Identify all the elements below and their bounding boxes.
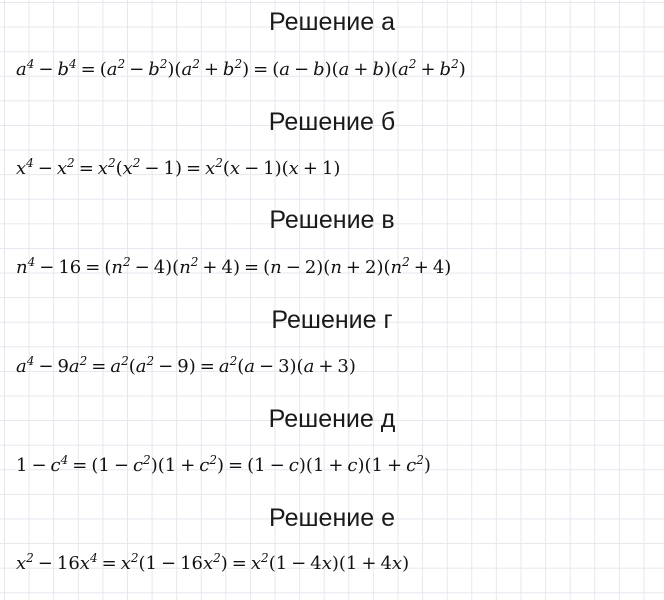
- formula-v: $n^4 - 16 = (n^2 - 4)(n^2 + 4) = (n - 2)(n + 2)(n^2 + 4)$: [16, 255, 452, 278]
- heading-e: Решение е: [269, 504, 395, 532]
- formula-a: $a^4 - b^4 = (a^2 - b^2)(a^2 + b^2) = (a - b)(a + b)(a^2 + b^2)$: [16, 57, 466, 80]
- formula-b: $x^4 - x^2 = x^2(x^2 - 1) = x^2(x - 1)(x + 1)$: [16, 156, 341, 179]
- heading-g: Решение г: [271, 306, 393, 334]
- formula-e: $x^2 - 16x^4 = x^2(1 - 16x^2) = x^2(1 - 4x)(1 + 4x)$: [16, 551, 410, 574]
- formula-d: $1 - c^4 = (1 - c^2)(1 + c^2) = (1 - c)(1 + c)(1 + c^2)$: [16, 453, 431, 476]
- heading-a: Решение а: [269, 8, 395, 36]
- heading-v: Решение в: [269, 206, 395, 234]
- heading-d: Решение д: [268, 405, 396, 433]
- heading-b: Решение б: [268, 108, 396, 136]
- formula-g: $a^4 - 9a^2 = a^2(a^2 - 9) = a^2(a - 3)(a + 3)$: [16, 354, 356, 377]
